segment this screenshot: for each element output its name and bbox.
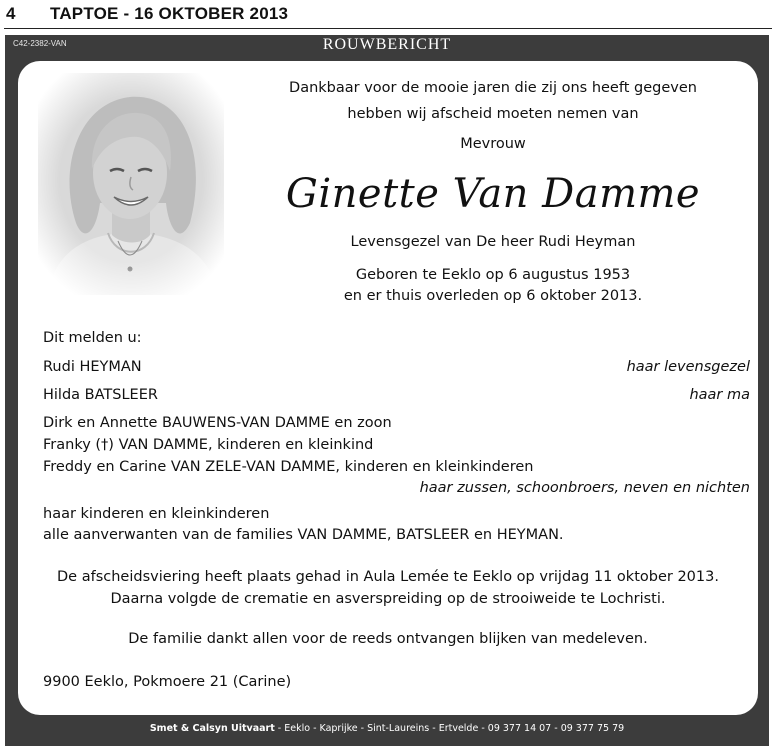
partner-line: Levensgezel van De heer Rudi Heyman (350, 234, 636, 250)
footer-credits (5, 723, 769, 734)
obituary-frame (5, 35, 769, 746)
service-line-2: Daarna volgde de crematie en asverspreiding op de strooiweide te Lochristi. (110, 591, 666, 607)
extra-line: haar kinderen en kleinkinderen (43, 506, 270, 522)
page-number: 4 (6, 4, 16, 23)
notice-heading: ROUWBERICHT (322, 36, 452, 53)
family-line: Franky (†) VAN DAMME, kinderen en kleinkind (43, 437, 374, 453)
mourner-name: Rudi HEYMAN (43, 359, 142, 375)
thanks-line: De familie dankt allen voor de reeds ontvangen blijken van medeleven. (128, 631, 648, 647)
undertaker-details: - Eeklo - Kaprijke - Sint-Laureins - Ertvelde - 09 377 14 07 - 09 377 75 79 (274, 723, 625, 734)
ad-code: C42-2382-VAN (13, 39, 67, 48)
page-header (4, 2, 772, 29)
intro-line-2: hebben wij afscheid moeten nemen van (347, 106, 639, 122)
service-line-1: De afscheidsviering heeft plaats gehad in Aula Lemée te Eeklo op vrijdag 11 oktober 2013. (57, 569, 719, 585)
death-line: en er thuis overleden op 6 oktober 2013. (343, 288, 643, 304)
announce-line: Dit melden u: (43, 330, 142, 346)
mourner-role: haar ma (689, 387, 750, 403)
family-line: Freddy en Carine VAN ZELE-VAN DAMME, kinderen en kleinkinderen (43, 459, 534, 475)
undertaker-name: Smet & Calsyn Uitvaart (149, 723, 275, 734)
siblings-role: haar zussen, schoonbroers, neven en nichten (419, 480, 750, 496)
birth-line: Geboren te Eeklo op 6 augustus 1953 (355, 267, 631, 283)
salutation: Mevrouw (460, 136, 526, 152)
mourner-name: Hilda BATSLEER (43, 387, 158, 403)
family-line: Dirk en Annette BAUWENS-VAN DAMME en zoon (43, 415, 392, 431)
address-line: 9900 Eeklo, Pokmoere 21 (Carine) (43, 674, 292, 690)
page-title: TAPTOE - 16 OKTOBER 2013 (50, 4, 289, 23)
portrait-photo (38, 73, 224, 295)
extra-line: alle aanverwanten van de families VAN DAMME, BATSLEER en HEYMAN. (43, 527, 564, 543)
obituary-card (18, 61, 758, 715)
mourner-role: haar levensgezel (626, 359, 750, 375)
deceased-name: Ginette Van Damme (285, 171, 701, 217)
intro-line-1: Dankbaar voor de mooie jaren die zij ons heeft gegeven (289, 80, 697, 96)
